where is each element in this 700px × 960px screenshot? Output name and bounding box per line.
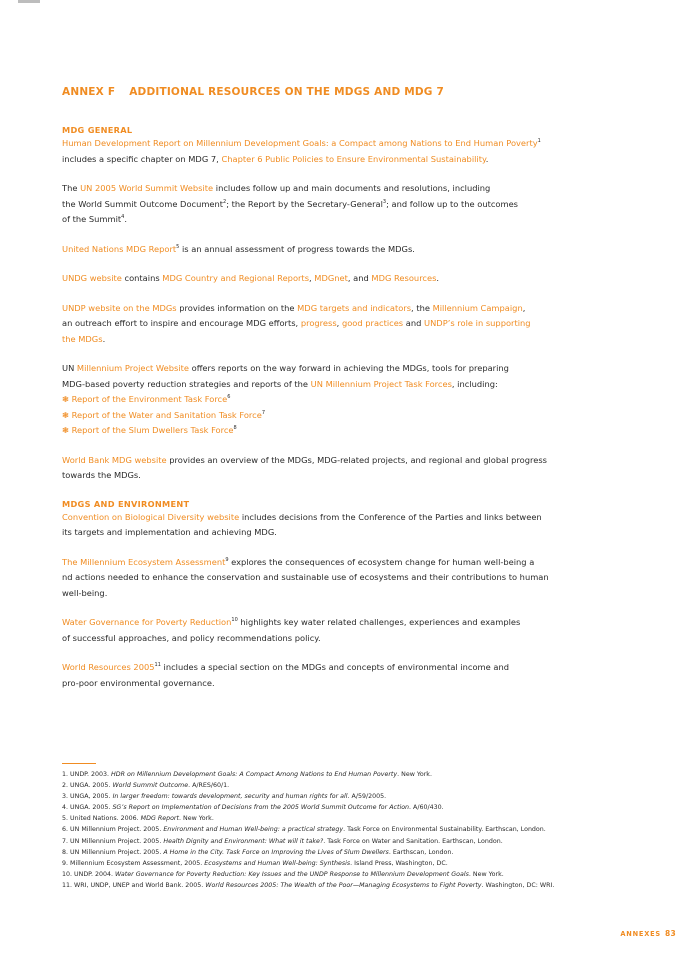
paragraph-millennium-project: UN Millennium Project Website offers reports on the way forward in achieving the MDGs, tools for preparing MDG-based poverty reduction strategies and reports of the UN Millennium Project Task Forces, including: ❃ Report of the Environment Task Force$^6$ ❃ Report of the Water and Sanitation Task Force$^7$ ❃ Report of the Slum Dwellers Task Force$^8$ — [62, 363, 509, 435]
list-item — [62, 425, 237, 435]
footnotes — [62, 769, 607, 891]
link-task-forces[interactable]: UN Millennium Project Task Forces — [310, 378, 452, 389]
section-heading-mdg-general: MDG GENERAL — [62, 125, 133, 135]
link-cbd-website[interactable]: Convention on Biological Diversity website — [62, 511, 240, 522]
footnote-item: 8. UN Millennium Project. 2005. A Home in the City. Task Force on Improving the Lives of Slum Dwellers. Earthscan, London. — [62, 848, 454, 856]
footnote-ref: 5 — [176, 243, 180, 250]
list-item — [62, 394, 230, 404]
flower-bullet-icon: ❃ — [62, 425, 69, 435]
footnote-item: 2. UNGA. 2005. World Summit Outcome. A/RES/60/1. — [62, 782, 230, 790]
link-mdg-resources[interactable]: MDG Resources — [371, 273, 437, 283]
footnote-item: 11. WRI, UNDP, UNEP and World Bank. 2005. World Resources 2005: The Wealth of the Poor—Managing Ecosystems to Fight Poverty. Washington, DC: WRI. — [62, 881, 555, 889]
footnote-ref: 2 — [223, 198, 227, 205]
link-undp-role[interactable]: UNDP’s role in supporting — [424, 318, 531, 328]
link-environment-task-force[interactable]: Report of the Environment Task Force — [71, 394, 228, 404]
link-chapter-6[interactable]: Chapter 6 Public Policies to Ensure Environmental Sustainability — [221, 153, 486, 164]
paragraph-undp: UNDP website on the MDGs provides information on the MDG targets and indicators, the Millennium Campaign, an outreach effort to inspire and encourage MDG efforts, progress, good practices and UNDP’s role in supporting the MDGs. — [62, 302, 531, 344]
footnote-ref: 7 — [261, 409, 265, 416]
link-water-task-force[interactable]: Report of the Water and Sanitation Task Force — [71, 409, 262, 420]
link-ecosystem-assessment[interactable]: The Millennium Ecosystem Assessment — [62, 556, 226, 567]
annex-label: ANNEX F — [62, 86, 116, 98]
footnote-ref: 9 — [225, 556, 229, 563]
page-footer — [620, 929, 676, 938]
footnote-item: 10. UNDP. 2004. Water Governance for Poverty Reduction: Key Issues and the UNDP Response to Millennium Development Goals. New York. — [62, 870, 504, 878]
paragraph-world-summit: The UN 2005 World Summit Website includes follow up and main documents and resolutions, including the World Summit Outcome Document$^2$; the Report by the Secretary-General$^3$; and follow up to the outcomes of the Summit$^4$. — [62, 183, 518, 224]
annex-title — [62, 86, 652, 98]
annex-title-text: ADDITIONAL RESOURCES ON THE MDGS AND MDG 7 — [129, 86, 444, 98]
link-slum-task-force[interactable]: Report of the Slum Dwellers Task Force — [71, 425, 234, 435]
link-millennium-project-website[interactable]: Millennium Project Website — [76, 363, 189, 373]
footnote-ref: 1 — [537, 138, 541, 145]
top-tab-mark — [18, 0, 40, 3]
link-mdg-country-reports[interactable]: MDG Country and Regional Reports — [162, 273, 310, 283]
link-mdgnet[interactable]: MDGnet — [314, 273, 348, 283]
footnote-item: 9. Millennium Ecosystem Assessment, 2005. Ecosystems and Human Well-being: Synthesis. Island Press, Washington, DC. — [62, 859, 448, 867]
paragraph-water-governance: Water Governance for Poverty Reduction$^{10}$ highlights key water related challenges, experiences and examples of successful approaches, and policy recommendations policy. — [62, 617, 521, 643]
link-world-bank-mdg[interactable]: World Bank MDG website — [62, 454, 167, 465]
paragraph-un-mdg-report: United Nations MDG Report$^5$ is an annual assessment of progress towards the MDGs. — [62, 243, 415, 254]
footnote-item: 6. UN Millennium Project. 2005. Environment and Human Well-being: a practical strategy. Task Force on Environmental Sustainability. Earthscan, London. — [62, 826, 546, 834]
link-world-resources-2005[interactable]: World Resources 2005 — [62, 662, 155, 672]
link-progress[interactable]: progress — [300, 318, 337, 328]
paragraph-world-bank: World Bank MDG website provides an overview of the MDGs, MDG-related projects, and regional and global progress towards the MDGs. — [62, 454, 547, 480]
footnote-ref: 10 — [231, 617, 238, 624]
link-the-mdgs[interactable]: the MDGs — [62, 333, 103, 344]
section-heading-mdgs-environment: MDGS AND ENVIRONMENT — [62, 498, 190, 509]
footnote-ref: 6 — [227, 394, 231, 401]
list-item — [62, 410, 265, 420]
footnote-item: 3. UNGA, 2005. In larger freedom: towards development, security and human rights for all. A/59/2005. — [62, 793, 387, 801]
link-water-governance[interactable]: Water Governance for Poverty Reduction — [62, 617, 232, 627]
link-un-mdg-report[interactable]: United Nations MDG Report — [62, 243, 177, 254]
link-undp-mdgs[interactable]: UNDP website on the MDGs — [62, 302, 177, 313]
paragraph-undg: UNDG website contains MDG Country and Regional Reports, MDGnet, and MDG Resources. — [62, 273, 440, 283]
flower-bullet-icon: ❃ — [62, 409, 69, 420]
footer-section-label: ANNEXES — [620, 930, 661, 938]
footnote-item: 7. UN Millennium Project. 2005. Health Dignity and Environment: What will it take?. Task Force on Water and Sanitation. Earthscan, London. — [62, 837, 503, 845]
footnote-ref: 8 — [233, 425, 237, 432]
footnote-item: 1. UNDP. 2003. HDR on Millennium Development Goals: A Compact Among Nations to End Human Poverty. New York. — [62, 771, 432, 778]
link-mdg-targets[interactable]: MDG targets and indicators — [297, 302, 412, 313]
annex-content — [62, 86, 652, 691]
footnote-divider — [62, 763, 96, 764]
flower-bullet-icon: ❃ — [62, 394, 69, 404]
link-good-practices[interactable]: good practices — [341, 318, 404, 328]
link-millennium-campaign[interactable]: Millennium Campaign — [432, 302, 523, 313]
footnote-ref: 4 — [121, 214, 125, 221]
footnote-ref: 3 — [382, 198, 387, 205]
link-hdr-report[interactable]: Human Development Report on Millennium Development Goals: a Compact among Nations to End Human Poverty — [62, 138, 538, 148]
paragraph-ecosystem-assessment: The Millennium Ecosystem Assessment$^9$ explores the consequences of ecosystem change for human well-being a nd actions needed to enhance the conservation and sustainable use of ecosystems and their contributions to human well-being. — [62, 556, 549, 598]
paragraph-hdr: Human Development Report on Millennium Development Goals: a Compact among Nations to End Human Poverty$^1$ includes a specific chapter on MDG 7, Chapter 6 Public Policies to Ensure Environmental Sustainability. — [62, 138, 541, 164]
link-world-summit-website[interactable]: UN 2005 World Summit Website — [80, 183, 214, 193]
page-number: 83 — [664, 929, 676, 938]
link-undg-website[interactable]: UNDG website — [62, 273, 122, 283]
paragraph-cbd: Convention on Biological Diversity website includes decisions from the Conference of the Parties and links between its targets and implementation and achieving MDG. — [62, 511, 542, 537]
footnote-item: 4. UNGA. 2005. SG’s Report on Implementation of Decisions from the 2005 World Summit Outcome for Action. A/60/430. — [62, 804, 444, 812]
footnote-item: 5. United Nations. 2006. MDG Report. New York. — [62, 815, 214, 823]
footnote-ref: 11 — [154, 662, 161, 669]
paragraph-world-resources: World Resources 2005$^{11}$ includes a special section on the MDGs and concepts of environmental income and pro-poor environmental governance. — [62, 662, 509, 688]
